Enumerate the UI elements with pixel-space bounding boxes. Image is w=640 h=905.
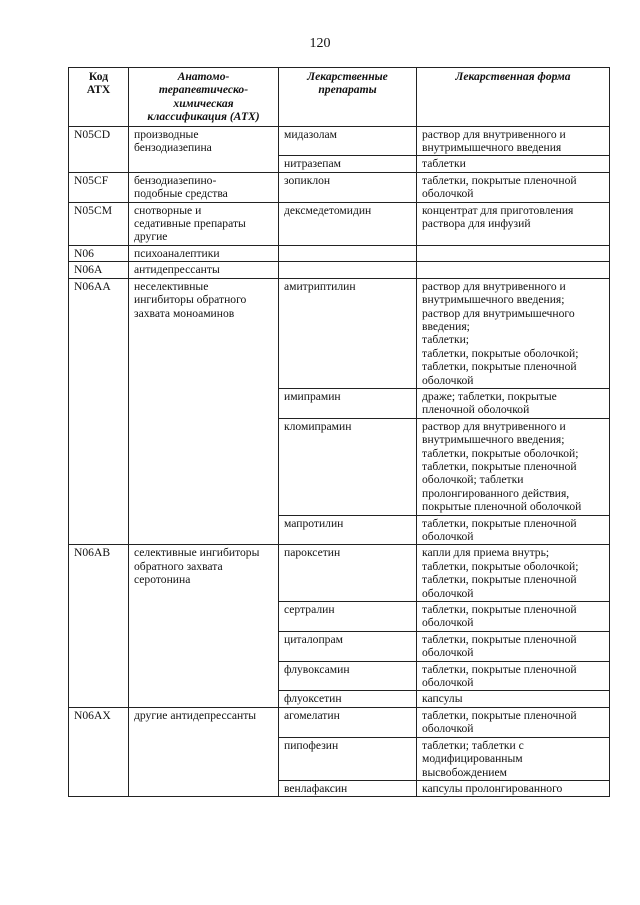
drug-name-cell: имипрамин — [279, 388, 417, 418]
table-row — [69, 278, 610, 388]
drug-name-cell: флуоксетин — [279, 691, 417, 707]
drug-name-cell: нитразепам — [279, 156, 417, 172]
dosage-form-cell: капсулы пролонгированного — [417, 780, 610, 796]
drug-name-cell — [279, 245, 417, 261]
header-dosage-form: Лекарственная форма — [417, 68, 610, 127]
classification-cell: другие антидепрессанты — [129, 707, 279, 796]
table-row — [69, 707, 610, 737]
header-atc-code: Код АТХ — [69, 68, 129, 127]
atc-code-cell: N05CM — [69, 202, 129, 245]
atc-code-cell: N06AB — [69, 545, 129, 707]
drug-name-cell: мапротилин — [279, 515, 417, 545]
table-row — [69, 172, 610, 202]
atc-drug-table — [68, 67, 610, 797]
classification-cell: неселективные ингибиторы обратного захвата моноаминов — [129, 278, 279, 545]
dosage-form-cell: таблетки, покрытые пленочной оболочкой — [417, 602, 610, 632]
dosage-form-cell: таблетки; таблетки с модифицированным высвобождением — [417, 737, 610, 780]
dosage-form-cell: драже; таблетки, покрытые пленочной оболочкой — [417, 388, 610, 418]
drug-name-cell: венлафаксин — [279, 780, 417, 796]
classification-cell: снотворные и седативные препараты другие — [129, 202, 279, 245]
atc-code-cell: N06AX — [69, 707, 129, 796]
drug-name-cell: агомелатин — [279, 707, 417, 737]
header-drugs: Лекарственные препараты — [279, 68, 417, 127]
drug-name-cell: мидазолам — [279, 126, 417, 156]
dosage-form-cell: таблетки, покрытые пленочной оболочкой — [417, 515, 610, 545]
table-row — [69, 126, 610, 156]
classification-cell: антидепрессанты — [129, 262, 279, 278]
dosage-form-cell: таблетки, покрытые пленочной оболочкой — [417, 707, 610, 737]
classification-cell: психоаналептики — [129, 245, 279, 261]
drug-name-cell: амитриптилин — [279, 278, 417, 388]
table-header-row — [69, 68, 610, 127]
table-row — [69, 262, 610, 278]
table-row — [69, 202, 610, 245]
dosage-form-cell: капсулы — [417, 691, 610, 707]
dosage-form-cell: таблетки, покрытые пленочной оболочкой — [417, 661, 610, 691]
dosage-form-cell: таблетки, покрытые пленочной оболочкой — [417, 172, 610, 202]
atc-code-cell: N06AA — [69, 278, 129, 545]
dosage-form-cell: раствор для внутривенного и внутримышечного введения; раствор для внутримышечного введения; таблетки; таблетки, покрытые оболочкой; таблетки, покрытые пленочной оболочкой — [417, 278, 610, 388]
dosage-form-cell: концентрат для приготовления раствора для инфузий — [417, 202, 610, 245]
dosage-form-cell: таблетки — [417, 156, 610, 172]
classification-cell: селективные ингибиторы обратного захвата серотонина — [129, 545, 279, 707]
table-row — [69, 245, 610, 261]
page-number: 120 — [309, 36, 331, 51]
drug-name-cell — [279, 262, 417, 278]
dosage-form-cell: капли для приема внутрь; таблетки, покрытые оболочкой; таблетки, покрытые пленочной оболочкой — [417, 545, 610, 602]
table-body — [69, 126, 610, 797]
drug-name-cell: сертралин — [279, 602, 417, 632]
drug-name-cell: пароксетин — [279, 545, 417, 602]
header-classification: Анатомо- терапевтическо- химическая классификация (АТХ) — [129, 68, 279, 127]
atc-code-cell: N05CF — [69, 172, 129, 202]
drug-name-cell: зопиклон — [279, 172, 417, 202]
classification-cell: бензодиазепино- подобные средства — [129, 172, 279, 202]
classification-cell: производные бензодиазепина — [129, 126, 279, 172]
atc-code-cell: N05CD — [69, 126, 129, 172]
dosage-form-cell — [417, 262, 610, 278]
atc-code-cell: N06 — [69, 245, 129, 261]
dosage-form-cell: таблетки, покрытые пленочной оболочкой — [417, 631, 610, 661]
drug-name-cell: дексмедетомидин — [279, 202, 417, 245]
drug-name-cell: пипофезин — [279, 737, 417, 780]
dosage-form-cell: раствор для внутривенного и внутримышечного введения — [417, 126, 610, 156]
drug-name-cell: кломипрамин — [279, 418, 417, 515]
drug-name-cell: циталопрам — [279, 631, 417, 661]
dosage-form-cell — [417, 245, 610, 261]
atc-code-cell: N06A — [69, 262, 129, 278]
dosage-form-cell: раствор для внутривенного и внутримышечного введения; таблетки, покрытые оболочкой; таблетки, покрытые пленочной оболочкой; таблетки пролонгированного действия, покрытые пленочной оболочкой — [417, 418, 610, 515]
table-row — [69, 545, 610, 602]
drug-name-cell: флувоксамин — [279, 661, 417, 691]
